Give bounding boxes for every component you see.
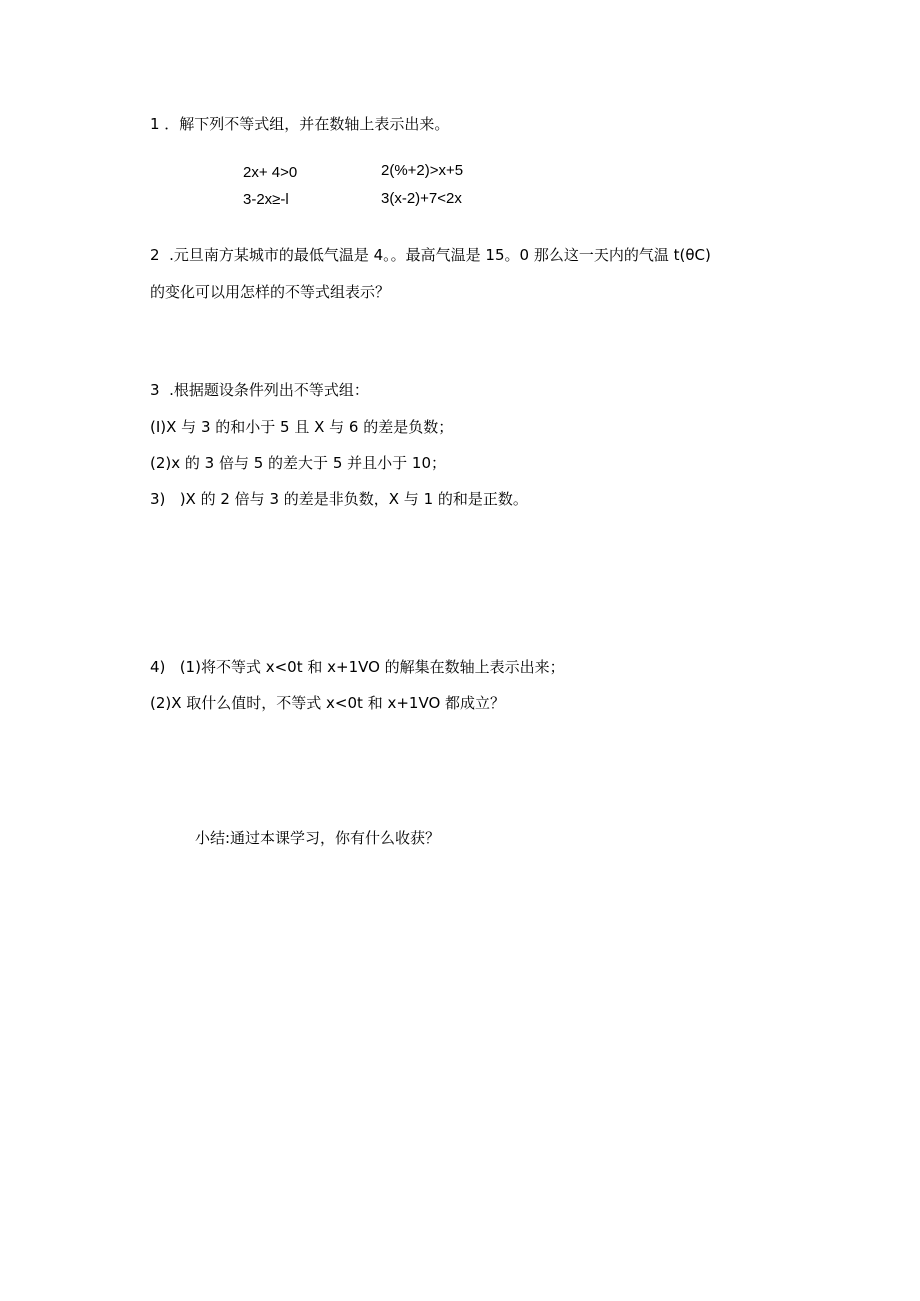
question-3-item-2: (2)x 的 3 倍与 5 的差大于 5 并且小于 10； xyxy=(150,454,446,472)
inequality-system-a-line-1: 2x+ 4>0 xyxy=(243,164,298,181)
inequality-system-a-line-2: 3-2x≥-l xyxy=(243,191,289,208)
question-1-title: 1 ．解下列不等式组，并在数轴上表示出来。 xyxy=(150,115,450,133)
inequality-system-b-line-1: 2(%+2)>x+5 xyxy=(381,162,464,179)
lesson-summary: 小结:通过本课学习，你有什么收获？ xyxy=(195,829,441,847)
inequality-system-b-line-2: 3(x-2)+7<2x xyxy=(381,190,462,207)
question-2-line-2: 的变化可以用怎样的不等式组表示？ xyxy=(150,283,391,301)
question-3-item-3: 3) )X 的 2 倍与 3 的差是非负数，X 与 1 的和是正数。 xyxy=(150,490,528,508)
question-3-title: 3 .根据题设条件列出不等式组： xyxy=(150,381,369,399)
question-4-line-2: (2)X 取什么值时，不等式 x<0t 和 x+1VO 都成立？ xyxy=(150,694,506,712)
question-3-item-1: (I)X 与 3 的和小于 5 且 X 与 6 的差是负数； xyxy=(150,418,454,436)
question-2-line-1: 2 .元旦南方某城市的最低气温是 4。。最高气温是 15。0 那么这一天内的气温 t(θC) xyxy=(150,246,711,264)
question-4-line-1: 4) (1)将不等式 x<0t 和 x+1VO 的解集在数轴上表示出来； xyxy=(150,658,565,676)
